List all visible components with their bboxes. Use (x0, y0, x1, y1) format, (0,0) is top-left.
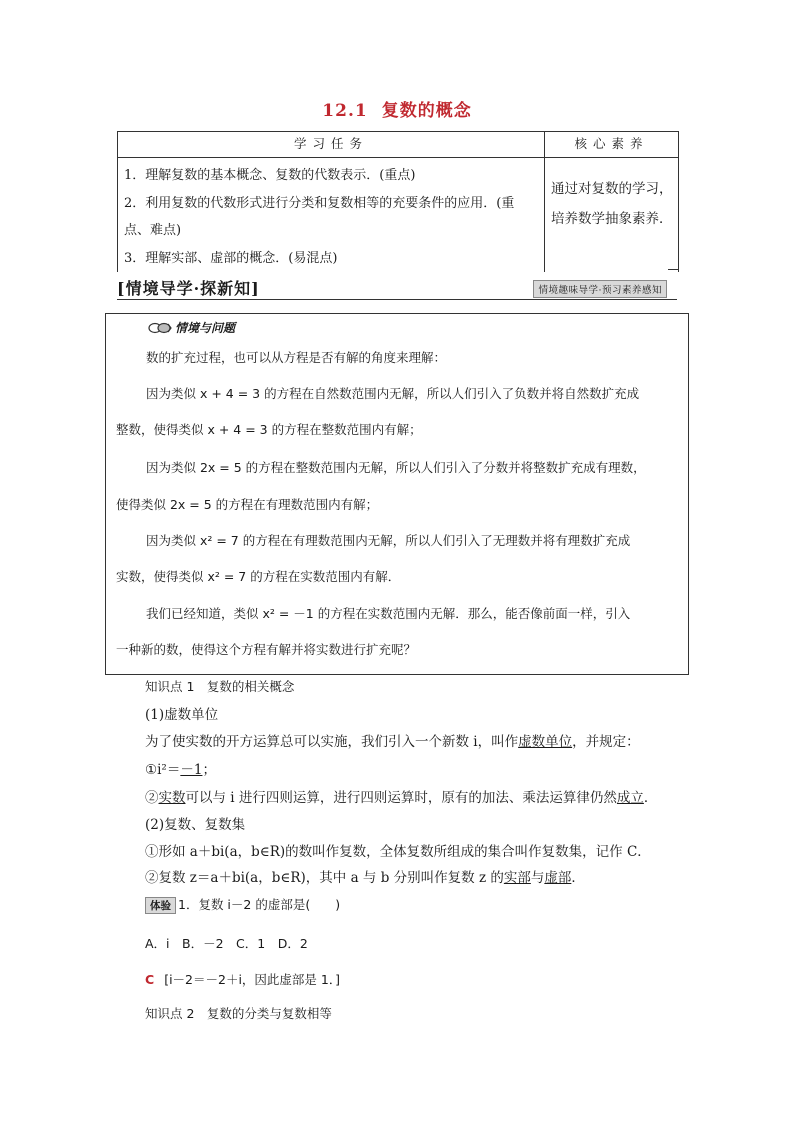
blank-answer: 实数 (158, 790, 186, 806)
text-fragment: ①i²＝ (145, 762, 181, 778)
text-fragment: ② (145, 790, 159, 806)
task-line: 3．理解实部、虚部的概念．(易混点) (124, 250, 338, 266)
task-line: 点、难点) (124, 223, 182, 238)
section-title-text: 复数的概念 (381, 101, 472, 121)
scenario-line: 整数，使得类似 x + 4 = 3 的方程在整数范围内有解； (116, 422, 422, 437)
rule-operations (145, 786, 657, 806)
knowledge-point-1-heading: 知识点 1 复数的相关概念 (145, 679, 295, 694)
scenario-icon (148, 322, 172, 334)
text-fragment: ，并规定： (572, 734, 640, 750)
task-line: 2．利用复数的代数形式进行分类和复数相等的充要条件的应用．(重 (124, 195, 515, 211)
trial-question (145, 895, 340, 914)
blank-answer: 虚数单位 (518, 734, 573, 750)
text-fragment: ②复数 z＝a＋bi(a，b∈R)，其中 a 与 b 分别叫作复数 z 的 (145, 870, 504, 886)
column-header-literacy: 核心素养 (545, 132, 679, 158)
tasks-cell (118, 158, 545, 273)
literacy-cell (545, 158, 679, 273)
page-title (0, 96, 794, 121)
scenario-line: 因为类似 x + 4 = 3 的方程在自然数范围内无解，所以人们引入了负数并将自然数扩充成 (146, 386, 640, 401)
text-fragment: 与 (530, 870, 545, 886)
subheading-complex-number: (2)复数、复数集 (145, 817, 246, 833)
learning-task-table (117, 131, 679, 272)
imaginary-unit-intro (145, 730, 640, 750)
question-text: 1．复数 i－2 的虚部是( ) (178, 897, 341, 912)
trial-badge: 体验 (145, 897, 176, 914)
blank-answer: 实部 (503, 870, 531, 886)
blank-answer: 成立 (616, 790, 644, 806)
complex-definition: ①形如 a＋bi(a，b∈R)的数叫作复数，全体复数所组成的集合叫作复数集，记作 C． (145, 844, 651, 860)
literacy-line: 培养数学抽象素养． (551, 211, 673, 227)
scenario-box (105, 313, 689, 675)
text-fragment: ； (202, 762, 216, 778)
scenario-line: 使得类似 2x = 5 的方程在有理数范围内有解； (116, 497, 379, 512)
scenario-line: 因为类似 x² = 7 的方程在有理数范围内无解，所以人们引入了无理数并将有理数扩充成 (146, 533, 631, 548)
literacy-line: 通过对复数的学习， (551, 181, 673, 197)
task-line: 1．理解复数的基本概念、复数的代数表示．(重点) (124, 168, 416, 183)
scenario-line: 因为类似 2x = 5 的方程在整数范围内无解，所以人们引入了分数并将整数扩充成有理数， (146, 460, 646, 475)
blank-answer: 虚部 (544, 870, 572, 886)
text-fragment: ． (643, 790, 658, 806)
scenario-line: 我们已经知道，类似 x² = －1 的方程在实数范围内无解．那么，能否像前面一样，引入 (146, 606, 631, 621)
scenario-line: 数的扩充过程，也可以从方程是否有解的角度来理解： (146, 350, 447, 365)
subheading-imaginary-unit: (1)虚数单位 (145, 707, 219, 723)
scenario-label-text: 情境与问题 (175, 321, 236, 335)
scenario-label (148, 319, 235, 336)
text-fragment: ． (571, 870, 585, 886)
column-header-tasks: 学习任务 (118, 132, 545, 158)
trial-options: A．i B．－2 C．1 D．2 (145, 936, 308, 951)
text-fragment: 可以与 i 进行四则运算，进行四则运算时，原有的加法、乘法运算律仍然 (185, 790, 617, 806)
answer-explanation: [i－2＝－2＋i，因此虚部是 1．] (164, 972, 340, 987)
scenario-line: 实数，使得类似 x² = 7 的方程在实数范围内有解． (116, 569, 401, 584)
text-fragment: 为了使实数的开方运算总可以实施，我们引入一个新数 i，叫作 (145, 734, 519, 750)
section-heading: [情境导学·探新知] (117, 279, 260, 298)
real-imag-part-definition (145, 866, 585, 886)
section-number: 12.1 (322, 101, 368, 121)
section-header (117, 274, 677, 300)
trial-answer (145, 970, 340, 988)
rule-i-squared (145, 758, 216, 778)
knowledge-point-2-heading: 知识点 2 复数的分类与复数相等 (145, 1006, 332, 1021)
table-border-corner (668, 258, 679, 270)
scenario-line: 一种新的数，使得这个方程有解并将实数进行扩充呢？ (116, 642, 417, 657)
answer-letter: C (145, 972, 155, 987)
section-tag: 情境趣味导学·预习素养感知 (533, 280, 667, 298)
blank-answer: －1 (180, 762, 203, 778)
